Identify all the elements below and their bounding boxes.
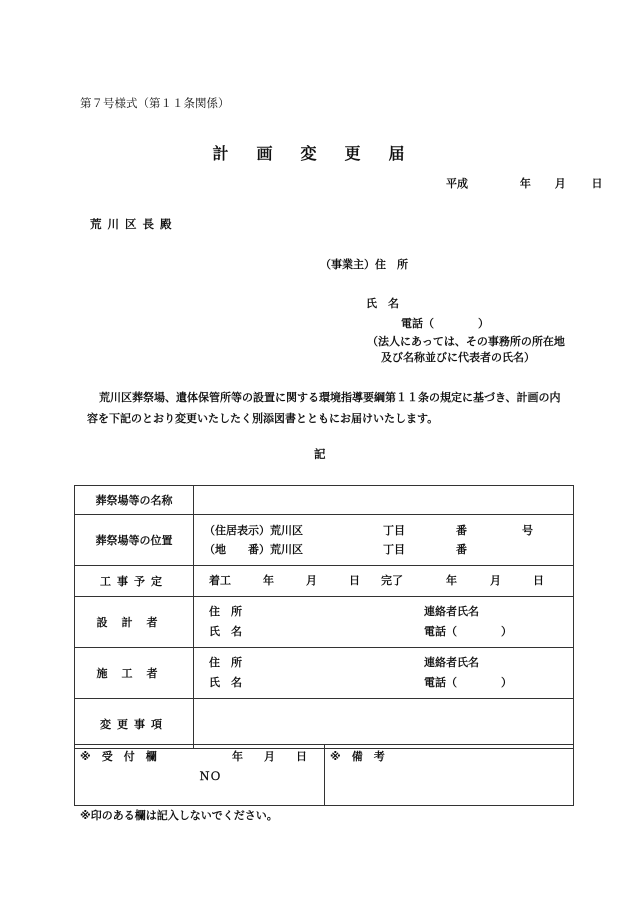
form-number: 第７号様式（第１１条関係） xyxy=(80,96,230,110)
reception-month: 月 xyxy=(264,750,275,763)
applicant-name-label: 氏 名 xyxy=(366,297,399,310)
construction-schedule-label: 工事予定 xyxy=(75,566,194,597)
builder-field[interactable] xyxy=(194,648,574,699)
date-year: 年 xyxy=(519,177,531,190)
location-chome-1: 丁目 xyxy=(383,524,405,537)
date-line xyxy=(446,178,603,189)
location-lot-prefix: （地 番）荒川区 xyxy=(204,543,303,556)
schedule-end-day: 日 xyxy=(533,574,544,587)
corporation-note-line1: （法人にあっては、その事務所の所在地 xyxy=(367,335,565,348)
corporation-note-line2: 及び名称並びに代表者の氏名） xyxy=(381,351,535,364)
schedule-start-day: 日 xyxy=(349,574,360,587)
schedule-end-label: 完了 xyxy=(381,574,403,587)
document-title: 計画変更届 xyxy=(212,144,433,163)
applicant-phone-label: 電話（ ） xyxy=(401,317,489,330)
builder-phone-label: 電話（ ） xyxy=(424,676,512,689)
body-line-1: 荒川区葬祭場、遺体保管所等の設置に関する環境指導要綱第１１条の規定に基づき、計画の内 xyxy=(99,391,561,404)
reception-label: ※ 受 付 欄 xyxy=(80,750,157,763)
reception-number-label: ＮＯ xyxy=(199,770,221,783)
reception-year: 年 xyxy=(232,750,243,763)
schedule-start-label: 着工 xyxy=(209,574,231,587)
changes-field[interactable] xyxy=(194,699,574,749)
reception-box xyxy=(75,745,325,806)
location-ban-2: 番 xyxy=(456,543,467,556)
date-era: 平成 xyxy=(446,177,468,190)
facility-location-field[interactable] xyxy=(194,515,574,566)
location-chome-2: 丁目 xyxy=(383,543,405,556)
designer-field[interactable] xyxy=(194,597,574,648)
construction-schedule-field[interactable] xyxy=(194,566,574,597)
facility-name-field[interactable] xyxy=(194,486,574,515)
office-use-table xyxy=(74,744,574,806)
location-go: 号 xyxy=(522,524,533,537)
designer-phone-label: 電話（ ） xyxy=(424,625,512,638)
body-line-2: 容を下記のとおり変更いたしたく別添図書とともにお届けいたします。 xyxy=(87,412,439,425)
designer-contact-label: 連絡者氏名 xyxy=(424,605,479,618)
remarks-box xyxy=(325,745,574,806)
schedule-start-month: 月 xyxy=(306,574,317,587)
location-ban-1: 番 xyxy=(456,524,467,537)
designer-address-label: 住 所 xyxy=(209,605,242,618)
builder-contact-label: 連絡者氏名 xyxy=(424,656,479,669)
reception-day: 日 xyxy=(296,750,307,763)
designer-name-label: 氏 名 xyxy=(209,625,242,638)
location-residence-prefix: （住居表示）荒川区 xyxy=(204,524,303,537)
applicant-address-label: （事業主）住 所 xyxy=(320,258,408,271)
date-day: 日 xyxy=(591,177,603,190)
date-month: 月 xyxy=(554,177,566,190)
remarks-label: ※ 備 考 xyxy=(330,750,385,763)
builder-name-label: 氏 名 xyxy=(209,676,242,689)
body-paragraph xyxy=(87,387,571,429)
changes-label: 変更事項 xyxy=(75,699,194,749)
builder-label: 施工者 xyxy=(75,648,194,699)
builder-address-label: 住 所 xyxy=(209,656,242,669)
schedule-end-month: 月 xyxy=(490,574,501,587)
ki-heading: 記 xyxy=(314,447,326,461)
schedule-start-year: 年 xyxy=(263,574,274,587)
facility-name-label: 葬祭場等の名称 xyxy=(75,486,194,515)
schedule-end-year: 年 xyxy=(446,574,457,587)
application-table xyxy=(74,485,574,749)
addressee: 荒川区長殿 xyxy=(90,217,178,231)
facility-location-label: 葬祭場等の位置 xyxy=(75,515,194,566)
designer-label: 設計者 xyxy=(75,597,194,648)
footnote: ※印のある欄は記入しないでください。 xyxy=(80,809,278,822)
